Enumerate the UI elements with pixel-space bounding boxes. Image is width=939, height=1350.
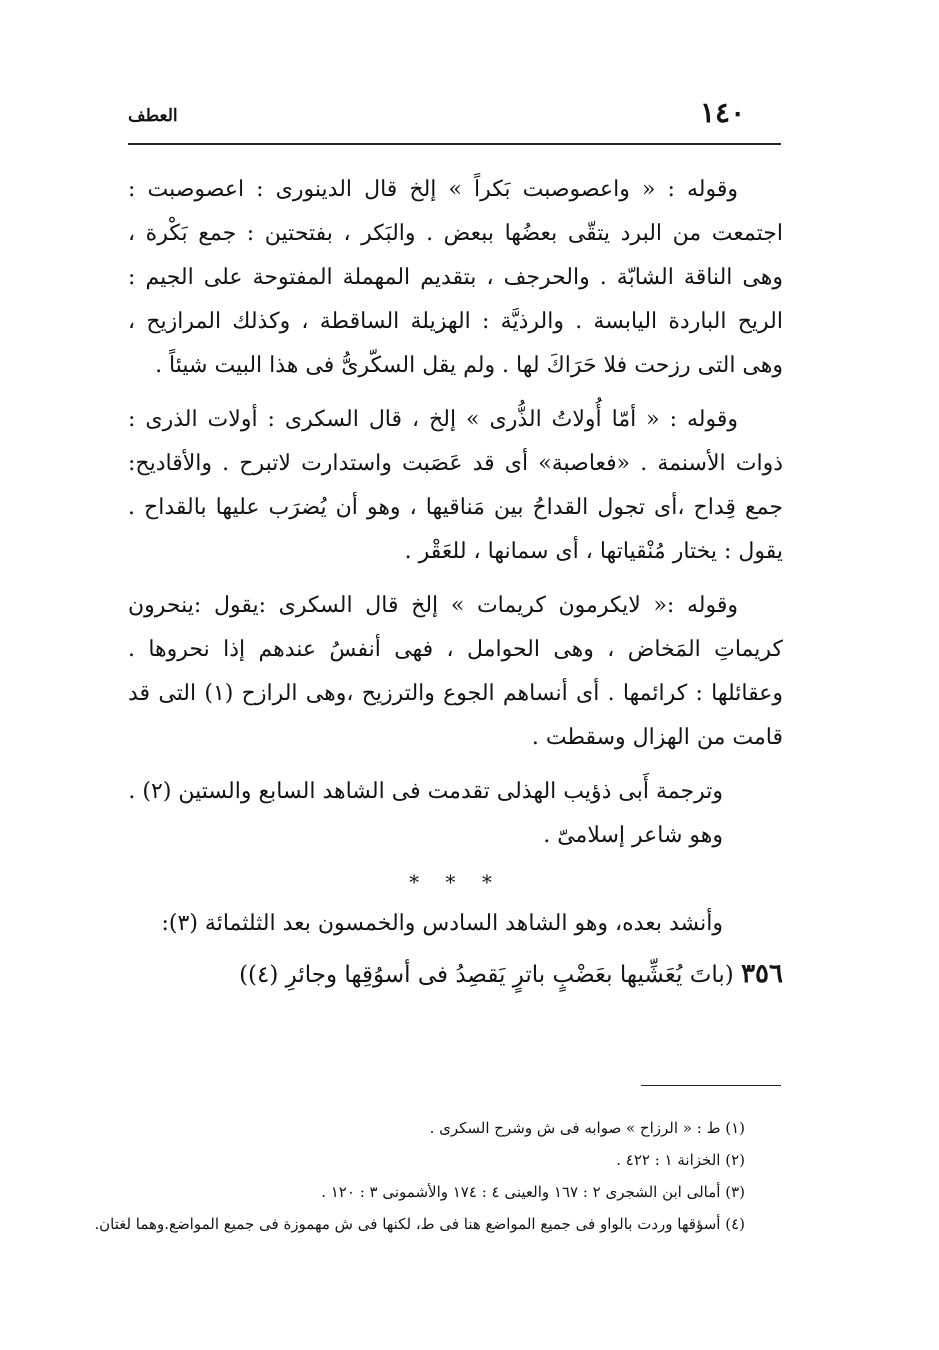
verse-line bbox=[128, 952, 783, 997]
header-rule bbox=[128, 143, 781, 145]
verse-number: ٣٥٦ bbox=[741, 959, 783, 989]
footnote-4: (٤) أسؤقها وردت بالواو فى جميع المواضع هنا فى ط، لكنها فى ش مهموزة فى جميع المواضع.وهما لغتان. bbox=[94, 1215, 745, 1233]
footnote-2: (٢) الخزانة ١ : ٤٢٢ . bbox=[616, 1151, 745, 1169]
footnote-rule bbox=[641, 1085, 781, 1086]
footnote-3: (٣) أمالى ابن الشجرى ٢ : ١٦٧ والعينى ٤ : ١٧٤ والأشمونى ٣ : ١٢٠ . bbox=[321, 1183, 745, 1201]
running-title: العطف bbox=[128, 106, 178, 126]
page-number: ١٤٠ bbox=[700, 96, 746, 129]
paragraph-2: وقوله : « أمّا أُولاتُ الذُّرى » إلخ ، قال السكرى : أولات الذرى : ذوات الأسنمة . «فعاصبة» أى قد عَصَبت واستدارت لاتبرح . والأقاديح: جمع قِداح ،أى تجول القداحُ بين مَناقيها ، وهو أن يُضرَب عليها بالقداح . يقول : يختار مُنْقياتها ، أى سمانها ، للعَقْر . bbox=[128, 407, 783, 564]
paragraph-4: وترجمة أَبى ذؤيب الهذلى تقدمت فى الشاهد السابع والستين (٢) . bbox=[128, 779, 723, 804]
footnotes bbox=[94, 1112, 745, 1240]
paragraph-1: وقوله : « واعصوصبت بَكراً » إلخ قال الدينورى : اعصوصبت : اجتمعت من البرد يتقّى بعضُها ببعض . والبَكر ، بفتحتين : جمع بَكْرة ، وهى الناقة الشابّة . والحرجف ، بتقديم المهملة المفتوحة على الجيم : الريح الباردة اليابسة . والرذيَّة : الهزيلة الساقطة ، وكذلك المرازيح ، وهى التى رزحت فلا حَرَاكَ لها . ولم يقل السكّرىُّ فى هذا البيت شيئاً . bbox=[128, 177, 783, 378]
paragraph-3: وقوله :« لايكرمون كريمات » إلخ قال السكرى :يقول :ينحرون كريماتِ المَخاض ، وهى الحوامل ، فهى أنفسُ عندهم إذا نحروها . وعقائلها : كرائمها . أى أنساهم الجوع والترزيح ،وهى الرازح (١) التى قد قامت من الهزال وسقطت . bbox=[128, 593, 783, 750]
paragraph-6: وأنشد بعده، وهو الشاهد السادس والخمسون بعد الثلثمائة (٣): bbox=[161, 911, 723, 936]
section-separator: * * * bbox=[409, 870, 502, 894]
paragraph-5: وهو شاعر إسلامىّ . bbox=[543, 823, 723, 848]
main-text bbox=[128, 168, 783, 1007]
footnote-1: (١) ط : « الرزاح » صوابه فى ش وشرح السكرى . bbox=[429, 1119, 745, 1137]
verse-text: (باتَ يُعَشِّيها بعَضْبٍ باترٍ يَقصِدُ فى أسوُقِها وجائرِ (٤)) bbox=[239, 962, 734, 988]
